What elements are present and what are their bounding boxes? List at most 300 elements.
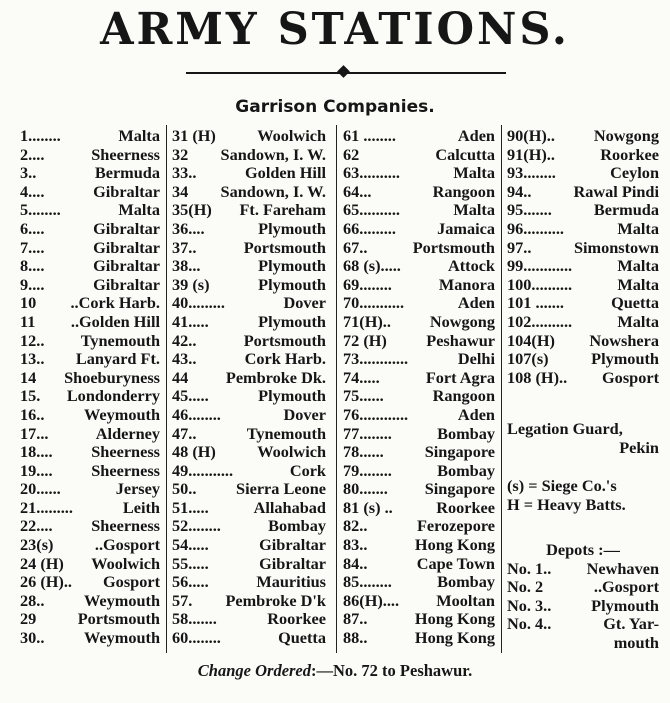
depot-entry	[507, 597, 659, 616]
station-entry	[507, 294, 659, 313]
station-place: Tynemouth	[246, 423, 326, 443]
station-place: Dover	[283, 293, 326, 313]
company-number: 58.......	[172, 609, 217, 629]
station-place: Woolwich	[257, 442, 326, 462]
station-entry	[507, 164, 659, 183]
station-place: Plymouth	[258, 386, 326, 406]
column-divider	[336, 125, 337, 653]
station-place: Malta	[453, 200, 495, 220]
station-place: Ferozepore	[416, 516, 495, 536]
station-entry	[20, 499, 160, 518]
company-number: 108 (H)..	[507, 367, 568, 387]
station-place: Roorkee	[267, 609, 326, 629]
diamond-ornament-icon	[337, 65, 350, 78]
station-entry	[172, 146, 326, 165]
legend	[507, 477, 659, 514]
station-entry	[172, 313, 326, 332]
station-place: Gt. Yar-	[603, 614, 659, 634]
station-place: Singapore	[424, 479, 495, 499]
station-place: Nowshera	[589, 330, 659, 350]
station-place: Plymouth	[258, 218, 326, 238]
station-entry	[172, 239, 326, 258]
station-entry	[343, 536, 495, 555]
company-number: 74.....	[343, 367, 380, 387]
company-number: 99............	[507, 256, 573, 276]
company-number: 95.......	[507, 200, 552, 220]
company-number: 80.......	[343, 479, 388, 499]
company-number: 52........	[172, 516, 221, 536]
station-entry	[20, 517, 160, 536]
station-entry	[20, 555, 160, 574]
station-entry	[343, 555, 495, 574]
company-number: 75......	[343, 386, 384, 406]
depots-header: Depots :—	[546, 540, 620, 559]
company-number: 90(H)..	[507, 126, 555, 145]
company-number: 29	[20, 609, 37, 629]
station-entry	[20, 201, 160, 220]
legation-line-1: Legation Guard,	[507, 419, 623, 438]
station-place: Sandown, I. W.	[220, 181, 326, 201]
station-place: Bombay	[437, 460, 495, 480]
company-number: 78......	[343, 442, 384, 462]
station-entry	[20, 220, 160, 239]
company-number: 51.....	[172, 497, 209, 517]
company-number: 101 .......	[507, 293, 564, 313]
station-entry	[20, 462, 160, 481]
station-place: Aden	[457, 126, 495, 145]
company-number: 32	[172, 144, 189, 164]
company-number: 94..	[507, 181, 532, 201]
company-number: 66.........	[343, 218, 396, 238]
station-entry	[343, 443, 495, 462]
company-number: 63..........	[343, 163, 400, 183]
company-number: 72 (H)	[343, 330, 387, 350]
station-place: Londonderry	[66, 386, 160, 406]
company-number: 1........	[20, 126, 61, 145]
station-entry	[20, 332, 160, 351]
station-entry	[172, 480, 326, 499]
station-entry	[172, 201, 326, 220]
station-place: Malta	[617, 218, 659, 238]
company-number: 65..........	[343, 200, 400, 220]
company-number: 42..	[172, 330, 197, 350]
station-entry	[343, 257, 495, 276]
station-entry	[343, 480, 495, 499]
station-entry	[343, 573, 495, 592]
station-entry	[20, 350, 160, 369]
station-entry	[20, 592, 160, 611]
station-entry	[172, 536, 326, 555]
company-number: 4....	[20, 181, 45, 201]
station-place: Bombay	[268, 516, 326, 536]
station-entry	[343, 220, 495, 239]
depots-list	[507, 541, 659, 653]
company-number: 5........	[20, 200, 61, 220]
station-place: mouth	[613, 632, 659, 652]
station-place: Sheerness	[91, 460, 160, 480]
company-number: 31 (H)	[172, 126, 216, 145]
station-place: Aden	[457, 293, 495, 313]
station-place: Rawal Pindi	[573, 181, 659, 201]
station-entry	[172, 555, 326, 574]
company-number: 39 (s)	[172, 274, 210, 294]
company-number: 21.........	[20, 497, 73, 517]
station-place: Malta	[118, 200, 160, 220]
station-place: ..Gosport	[94, 535, 160, 555]
station-entry	[172, 610, 326, 629]
depot-entry	[507, 578, 659, 597]
station-entry	[172, 350, 326, 369]
company-number: 97..	[507, 237, 532, 257]
station-place: Sheerness	[91, 144, 160, 164]
station-place: Attock	[447, 256, 495, 276]
station-place: Gibraltar	[93, 237, 160, 257]
station-entry	[507, 332, 659, 351]
company-number: 47..	[172, 423, 197, 443]
station-place: Nowgong	[429, 311, 495, 331]
station-column-1	[20, 127, 160, 648]
company-number: 83..	[343, 535, 368, 555]
station-entry	[507, 201, 659, 220]
company-number: 81 (s) ..	[343, 497, 393, 517]
station-place: Quetta	[611, 293, 659, 313]
station-place: Gibraltar	[93, 181, 160, 201]
station-entry	[172, 220, 326, 239]
station-entry	[172, 592, 326, 611]
station-place: Weymouth	[84, 404, 160, 424]
station-entry	[20, 313, 160, 332]
station-entry	[20, 164, 160, 183]
station-entry	[172, 332, 326, 351]
station-entry	[20, 425, 160, 444]
station-place: Newhaven	[586, 558, 659, 578]
station-entry	[172, 387, 326, 406]
company-number: 48 (H)	[172, 442, 216, 462]
station-column-3	[343, 127, 495, 648]
company-number: 2....	[20, 144, 45, 164]
station-entry	[343, 276, 495, 295]
station-entry	[507, 146, 659, 165]
station-place: Portsmouth	[412, 237, 495, 257]
station-entry	[172, 499, 326, 518]
company-number: 86(H)....	[343, 590, 400, 610]
company-number: 9....	[20, 274, 45, 294]
company-number: 22....	[20, 516, 53, 536]
station-entry	[20, 610, 160, 629]
station-place: Bombay	[437, 423, 495, 443]
depot-entry	[507, 615, 659, 634]
legend-siege: (s) = Siege Co.'s	[507, 476, 617, 495]
company-number: 62	[343, 144, 360, 164]
station-entry	[20, 127, 160, 146]
company-number: 54.....	[172, 535, 209, 555]
station-place: Peshawur	[426, 330, 495, 350]
column-divider	[501, 125, 502, 653]
station-place: Nowgong	[593, 126, 659, 145]
station-place: Malta	[118, 126, 160, 145]
station-entry	[172, 257, 326, 276]
station-entry	[20, 276, 160, 295]
station-entry	[343, 387, 495, 406]
company-number: No. 2	[507, 577, 544, 597]
company-number: 91(H)..	[507, 144, 555, 164]
company-number: 24 (H)	[20, 553, 64, 573]
station-entry	[507, 183, 659, 202]
company-number: 19....	[20, 460, 53, 480]
station-entry	[343, 425, 495, 444]
column-divider	[166, 125, 167, 653]
station-place: Weymouth	[84, 590, 160, 610]
station-place: Plymouth	[258, 256, 326, 276]
company-number: 26 (H)..	[20, 572, 72, 592]
station-place: Gibraltar	[93, 218, 160, 238]
station-place: Tynemouth	[80, 330, 160, 350]
station-entry	[172, 517, 326, 536]
station-entry	[343, 406, 495, 425]
company-number: 37..	[172, 237, 197, 257]
company-number: 46........	[172, 404, 221, 424]
station-place: Ft. Fareham	[239, 200, 326, 220]
company-number: 23(s)	[20, 535, 54, 555]
station-place: Cork	[289, 460, 326, 480]
station-entry	[20, 239, 160, 258]
company-number: 44	[172, 367, 189, 387]
station-entry	[343, 350, 495, 369]
station-place: Portsmouth	[243, 237, 326, 257]
company-number: 70...........	[343, 293, 405, 313]
station-place: Sheerness	[91, 516, 160, 536]
station-place: Malta	[617, 256, 659, 276]
company-number: 20......	[20, 479, 61, 499]
station-place: Cape Town	[416, 553, 495, 573]
station-place: Gibraltar	[259, 553, 326, 573]
station-place: Aden	[457, 404, 495, 424]
station-place: Rangoon	[432, 181, 495, 201]
station-place: Hong Kong	[414, 609, 495, 629]
company-number: 49...........	[172, 460, 234, 480]
station-place: Mauritius	[256, 572, 326, 592]
station-place: Gibraltar	[93, 256, 160, 276]
station-entry	[343, 610, 495, 629]
station-entry	[343, 629, 495, 648]
station-entry	[343, 146, 495, 165]
station-entry	[343, 239, 495, 258]
company-number: 45.....	[172, 386, 209, 406]
station-place: Gibraltar	[93, 274, 160, 294]
company-number: 82..	[343, 516, 368, 536]
station-place: Fort Agra	[425, 367, 495, 387]
station-place: Bombay	[437, 572, 495, 592]
company-number: 55.....	[172, 553, 209, 573]
company-number: 10	[20, 293, 37, 313]
station-place: Ceylon	[610, 163, 659, 183]
station-place: Allahabad	[253, 497, 326, 517]
station-entry	[343, 517, 495, 536]
station-entry	[20, 294, 160, 313]
company-number: 50..	[172, 479, 197, 499]
station-entry	[507, 276, 659, 295]
station-entry	[172, 164, 326, 183]
station-place: Woolwich	[91, 553, 160, 573]
station-place: Dover	[283, 404, 326, 424]
station-entry	[343, 462, 495, 481]
station-place: Plymouth	[591, 595, 659, 615]
station-entry	[20, 443, 160, 462]
company-number: 18....	[20, 442, 53, 462]
station-entry	[507, 239, 659, 258]
company-number: 38...	[172, 256, 201, 276]
company-number: No. 1..	[507, 558, 552, 578]
station-entry	[172, 425, 326, 444]
station-place: Jamaica	[437, 218, 495, 238]
station-place: Hong Kong	[414, 535, 495, 555]
station-place: Manora	[438, 274, 495, 294]
section-subtitle: Garrison Companies.	[235, 97, 435, 117]
station-place: Quetta	[278, 628, 326, 648]
station-entry	[343, 369, 495, 388]
station-entry	[507, 369, 659, 388]
station-place: Pembroke D'k	[225, 590, 326, 610]
station-entry	[20, 480, 160, 499]
legend-heavy: H = Heavy Batts.	[507, 494, 626, 514]
station-place: Sandown, I. W.	[220, 144, 326, 164]
station-entry	[20, 183, 160, 202]
company-number: 17...	[20, 423, 49, 443]
station-place: Cork Harb.	[244, 349, 326, 369]
station-place: Mooltan	[436, 590, 495, 610]
station-place: Plymouth	[258, 311, 326, 331]
company-number: 40.........	[172, 293, 225, 313]
station-entry	[20, 369, 160, 388]
station-entry	[20, 387, 160, 406]
company-number: 60........	[172, 628, 221, 648]
station-entry	[172, 127, 326, 146]
station-entry	[343, 332, 495, 351]
station-entry	[20, 629, 160, 648]
station-place: Shoeburyness	[64, 367, 160, 387]
company-number: 33..	[172, 163, 197, 183]
company-number: 7....	[20, 237, 45, 257]
station-place: Rangoon	[432, 386, 495, 406]
station-entry	[507, 127, 659, 146]
station-entry	[172, 443, 326, 462]
station-column-4	[507, 127, 659, 387]
company-number: 35(H)	[172, 200, 212, 220]
station-place: ..Golden Hill	[70, 311, 160, 331]
company-number: 43..	[172, 349, 197, 369]
company-number: 61 ........	[343, 126, 396, 145]
company-number: 104(H)	[507, 330, 555, 350]
station-entry	[20, 573, 160, 592]
station-place: Bermuda	[94, 163, 160, 183]
station-place: Plymouth	[591, 349, 659, 369]
station-entry	[343, 164, 495, 183]
station-place: Portsmouth	[77, 609, 160, 629]
station-entry	[507, 350, 659, 369]
company-number: 56.....	[172, 572, 209, 592]
station-place: Simonstown	[573, 237, 659, 257]
station-place: Jersey	[115, 479, 160, 499]
company-number: 15.	[20, 386, 41, 406]
station-place: ..Gosport	[593, 577, 659, 597]
company-number: 87..	[343, 609, 368, 629]
station-place: Sierra Leone	[236, 479, 326, 499]
station-entry	[507, 220, 659, 239]
station-place: Plymouth	[258, 274, 326, 294]
company-number: 88..	[343, 628, 368, 648]
company-number: 107(s)	[507, 349, 549, 369]
company-number: 28..	[20, 590, 45, 610]
company-number: 79........	[343, 460, 392, 480]
company-number: No. 3..	[507, 595, 552, 615]
station-entry	[343, 127, 495, 146]
station-entry	[343, 592, 495, 611]
station-place: Hong Kong	[414, 628, 495, 648]
station-place: Malta	[617, 311, 659, 331]
station-place: Roorkee	[436, 497, 495, 517]
station-entry	[172, 573, 326, 592]
company-number: 36....	[172, 218, 205, 238]
company-number: 34	[172, 181, 189, 201]
station-place: Woolwich	[257, 126, 326, 145]
company-number: 96..........	[507, 218, 564, 238]
legation-guard	[507, 420, 659, 457]
station-entry	[343, 313, 495, 332]
company-number: 102..........	[507, 311, 573, 331]
station-place: Lanyard Ft.	[75, 349, 160, 369]
company-number: 67..	[343, 237, 368, 257]
station-place: Malta	[453, 163, 495, 183]
company-number: 13..	[20, 349, 45, 369]
footer-label: Change Ordered	[197, 661, 312, 680]
station-entry	[20, 406, 160, 425]
legation-line-2: Pekin	[619, 437, 659, 457]
company-number: 12..	[20, 330, 45, 350]
station-place: Calcutta	[435, 144, 495, 164]
station-place: Portsmouth	[243, 330, 326, 350]
company-number: 41.....	[172, 311, 209, 331]
company-number: 3..	[20, 163, 37, 183]
station-place: Sheerness	[91, 442, 160, 462]
station-place: Golden Hill	[245, 163, 326, 183]
footer-text: :—No. 72 to Peshawur.	[311, 661, 473, 680]
station-place: Delhi	[457, 349, 495, 369]
company-number: 76............	[343, 404, 409, 424]
company-number: 64...	[343, 181, 372, 201]
station-entry	[507, 257, 659, 276]
company-number: 57.	[172, 590, 193, 610]
station-entry	[172, 369, 326, 388]
station-entry	[343, 499, 495, 518]
footer-note	[0, 660, 670, 682]
station-place: Gibraltar	[259, 535, 326, 555]
company-number: 71(H)..	[343, 311, 391, 331]
station-entry	[172, 629, 326, 648]
station-place: Malta	[617, 274, 659, 294]
station-entry	[20, 146, 160, 165]
station-entry	[20, 257, 160, 276]
station-place: Gosport	[602, 367, 659, 387]
company-number: 11	[20, 311, 36, 331]
station-entry	[343, 294, 495, 313]
station-column-2	[172, 127, 326, 648]
station-entry	[172, 294, 326, 313]
station-entry	[172, 276, 326, 295]
station-place: Leith	[122, 497, 160, 517]
station-entry	[507, 313, 659, 332]
company-number: 77........	[343, 423, 392, 443]
company-number: 84..	[343, 553, 368, 573]
